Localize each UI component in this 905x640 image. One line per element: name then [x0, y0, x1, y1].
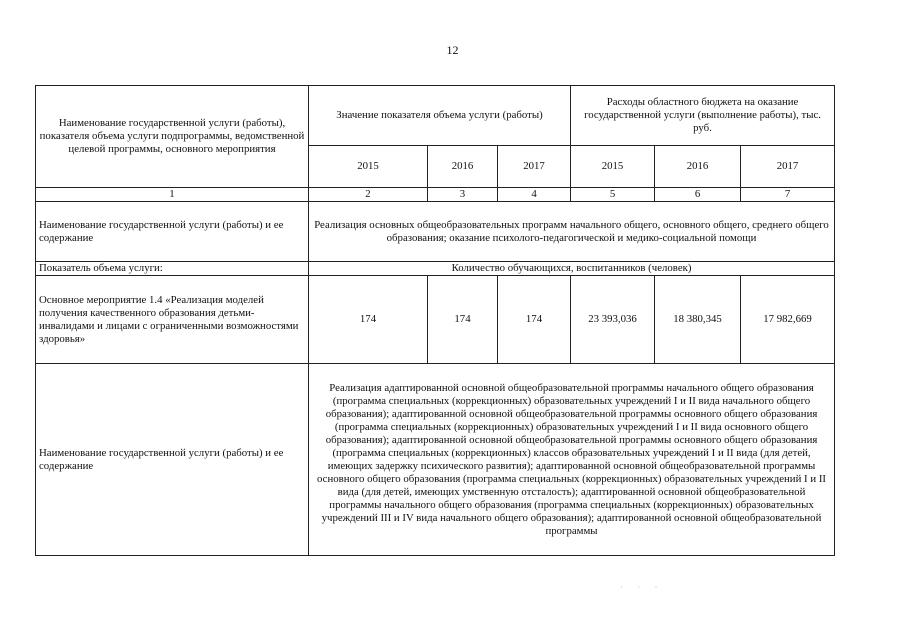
- header-indicator-group: Значение показателя объема услуги (работы): [309, 86, 571, 146]
- indicator-row: [36, 262, 835, 276]
- scan-artifact: · · ·: [620, 582, 664, 592]
- header-name-column: Наименование государственной услуги (работы), показателя объема услуги подпрограммы, ведомственной целевой программы, основного мероприятия: [36, 86, 309, 188]
- service-content: Реализация основных общеобразовательных программ начального общего, основного общего, среднего общего образования; оказание психолого-педагогической и медико-социальной помощи: [309, 202, 835, 262]
- column-numbers-row: [36, 188, 835, 202]
- measure-value: 18 380,345: [655, 276, 741, 364]
- budget-table: [35, 85, 835, 556]
- col-number: 3: [428, 188, 498, 202]
- measure-value: 17 982,669: [741, 276, 835, 364]
- service-label: Наименование государственной услуги (работы) и ее содержание: [36, 202, 309, 262]
- page-number: 12: [446, 43, 459, 57]
- col-number: 5: [571, 188, 655, 202]
- year-cell: 2016: [428, 146, 498, 188]
- measure-value: 174: [428, 276, 498, 364]
- measure-value: 23 393,036: [571, 276, 655, 364]
- header-row-1: [36, 86, 835, 146]
- year-cell: 2017: [498, 146, 571, 188]
- col-number: 7: [741, 188, 835, 202]
- measure-value: 174: [498, 276, 571, 364]
- measure-row: [36, 276, 835, 364]
- col-number: 2: [309, 188, 428, 202]
- col-number: 4: [498, 188, 571, 202]
- year-cell: 2016: [655, 146, 741, 188]
- measure-value: 174: [309, 276, 428, 364]
- measure-label: Основное мероприятие 1.4 «Реализация моделей получения качественного образования детьми-инвалидами и лицами с ограниченными возможностями здоровья»: [36, 276, 309, 364]
- year-cell: 2015: [571, 146, 655, 188]
- col-number: 6: [655, 188, 741, 202]
- year-cell: 2017: [741, 146, 835, 188]
- service-row-2: [36, 364, 835, 556]
- indicator-label: Показатель объема услуги:: [36, 262, 309, 276]
- indicator-content: Количество обучающихся, воспитанников (человек): [309, 262, 835, 276]
- service-label: Наименование государственной услуги (работы) и ее содержание: [36, 364, 309, 556]
- service-content: Реализация адаптированной основной общеобразовательной программы начального общего образования (программа специальных (коррекционных) образовательных учреждений I и II вида начального общего образования); адаптированной основной общеобразовательной программы основного общего образования (программа специальных (коррекционных) образовательных учреждений I и II вида основного общего образования); адаптированной основной общеобразовательной программы основного общего образования (программа специальных (коррекционных) классов образовательных учреждений I и II вида (для детей, имеющих задержку психического развития); адаптированной основной общеобразовательной программы основного общего образования (программа специальных (коррекционных) образовательных учреждений I и II вида (для детей, имеющих умственную отсталость); адаптированной основной общеобразовательной программы начального общего образования (программа специальных (коррекционных) образовательных учреждений III и IV вида начального общего образования); адаптированной основной общеобразовательной программы: [309, 364, 835, 556]
- service-row: [36, 202, 835, 262]
- header-expense-group: Расходы областного бюджета на оказание государственной услуги (выполнение работы), тыс. руб.: [571, 86, 835, 146]
- year-cell: 2015: [309, 146, 428, 188]
- col-number: 1: [36, 188, 309, 202]
